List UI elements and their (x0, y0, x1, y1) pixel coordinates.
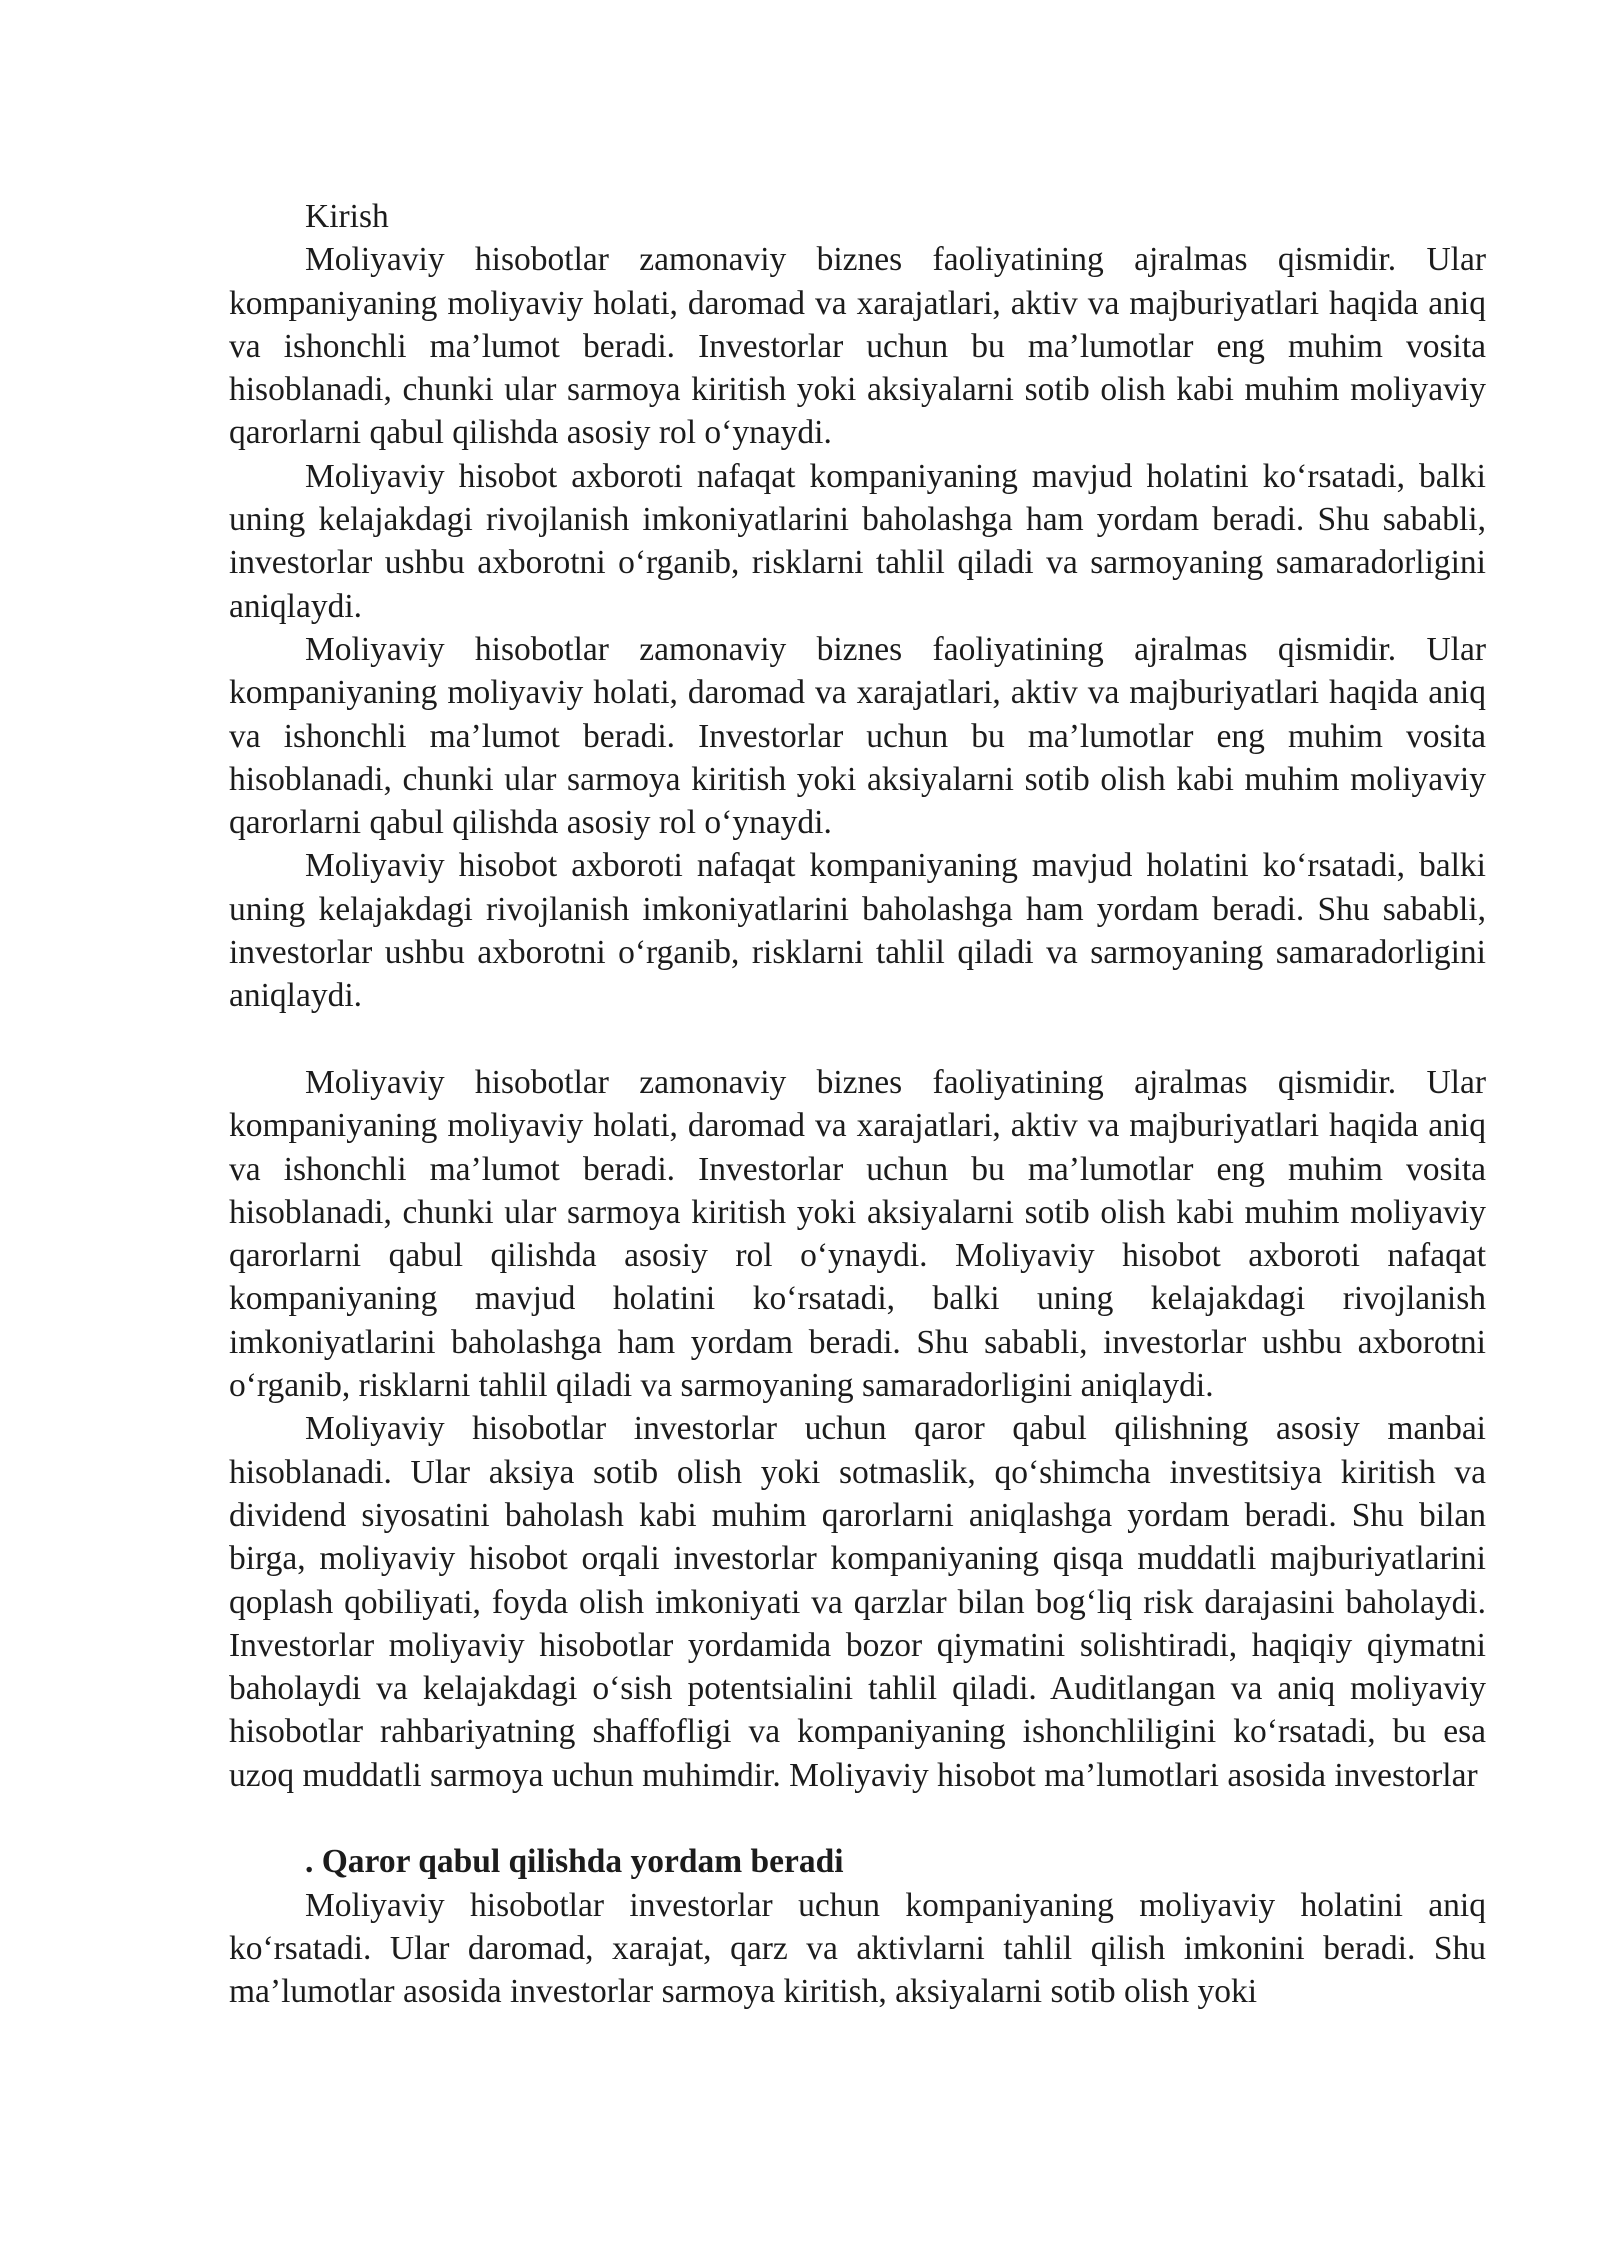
document-title: Kirish (305, 198, 389, 235)
blank-line (229, 1797, 1486, 1840)
document-page (229, 195, 1486, 2013)
paragraph: Moliyaviy hisobotlar zamonaviy biznes faoliyatining ajralmas qismidir. Ular kompaniyaning moliyaviy holati, daromad va xarajatlari, aktiv va majburiyatlari haqida aniq va ishonchli ma’lumot beradi. Investorlar uchun bu ma’lumotlar eng muhim vosita hisoblanadi, chunki ular sarmoya kiritish yoki aksiyalarni sotib olish kabi muhim moliyaviy qarorlarni qabul qilishda asosiy rol o‘ynaydi. (229, 241, 1486, 452)
blank-line (229, 1018, 1486, 1061)
paragraph: Moliyaviy hisobotlar investorlar uchun qaror qabul qilishning asosiy manbai hisoblanadi. Ular aksiya sotib olish yoki sotmaslik, qo‘shimcha investitsiya kiritish va dividend siyosatini baholash kabi muhim qarorlarni aniqlashga yordam beradi. Shu bilan birga, moliyaviy hisobot orqali investorlar kompaniyaning qisqa muddatli majburiyatlarini qoplash qobiliyati, foyda olish imkoniyati va qarzlar bilan bog‘liq risk darajasini baholaydi. Investorlar moliyaviy hisobotlar yordamida bozor qiymatini solishtiradi, haqiqiy qiymatni baholaydi va kelajakdagi o‘sish potentsialini tahlil qiladi. Auditlangan va aniq moliyaviy hisobotlar rahbariyatning shaffofligi va kompaniyaning ishonchliligini ko‘rsatadi, bu esa uzoq muddatli sarmoya uchun muhimdir. Moliyaviy hisobot ma’lumotlari asosida investorlar (229, 1410, 1486, 1794)
paragraph: Moliyaviy hisobotlar zamonaviy biznes faoliyatining ajralmas qismidir. Ular kompaniyaning moliyaviy holati, daromad va xarajatlari, aktiv va majburiyatlari haqida aniq va ishonchli ma’lumot beradi. Investorlar uchun bu ma’lumotlar eng muhim vosita hisoblanadi, chunki ular sarmoya kiritish yoki aksiyalarni sotib olish kabi muhim moliyaviy qarorlarni qabul qilishda asosiy rol o‘ynaydi. (229, 630, 1486, 842)
paragraph: Moliyaviy hisobotlar zamonaviy biznes faoliyatining ajralmas qismidir. Ular kompaniyaning moliyaviy holati, daromad va xarajatlari, aktiv va majburiyatlari haqida aniq va ishonchli ma’lumot beradi. Investorlar uchun bu ma’lumotlar eng muhim vosita hisoblanadi, chunki ular sarmoya kiritish yoki aksiyalarni sotib olish kabi muhim moliyaviy qarorlarni qabul qilishda asosiy rol o‘ynaydi. Moliyaviy hisobot axboroti nafaqat kompaniyaning mavjud holatini ko‘rsatadi, balki uning kelajakdagi rivojlanish imkoniyatlarini baholashga ham yordam beradi. Shu sababli, investorlar ushbu axborotni o‘rganib, risklarni tahlil qiladi va sarmoyaning samaradorligini aniqlaydi. (229, 1063, 1486, 1405)
section-heading: . Qaror qabul qilishda yordam beradi (305, 1843, 844, 1881)
paragraph: Moliyaviy hisobot axboroti nafaqat kompaniyaning mavjud holatini ko‘rsatadi, balki uning kelajakdagi rivojlanish imkoniyatlarini baholashga ham yordam beradi. Shu sababli, investorlar ushbu axborotni o‘rganib, risklarni tahlil qiladi va sarmoyaning samaradorligini aniqlaydi. (229, 847, 1486, 1015)
paragraph: Moliyaviy hisobotlar investorlar uchun kompaniyaning moliyaviy holatini aniq ko‘rsatadi. Ular daromad, xarajat, qarz va aktivlarni tahlil qilish imkonini beradi. Shu ma’lumotlar asosida investorlar sarmoya kiritish, aksiyalarni sotib olish yoki (229, 1886, 1486, 2011)
paragraph: Moliyaviy hisobot axboroti nafaqat kompaniyaning mavjud holatini ko‘rsatadi, balki uning kelajakdagi rivojlanish imkoniyatlarini baholashga ham yordam beradi. Shu sababli, investorlar ushbu axborotni o‘rganib, risklarni tahlil qiladi va sarmoyaning samaradorligini aniqlaydi. (229, 457, 1486, 625)
